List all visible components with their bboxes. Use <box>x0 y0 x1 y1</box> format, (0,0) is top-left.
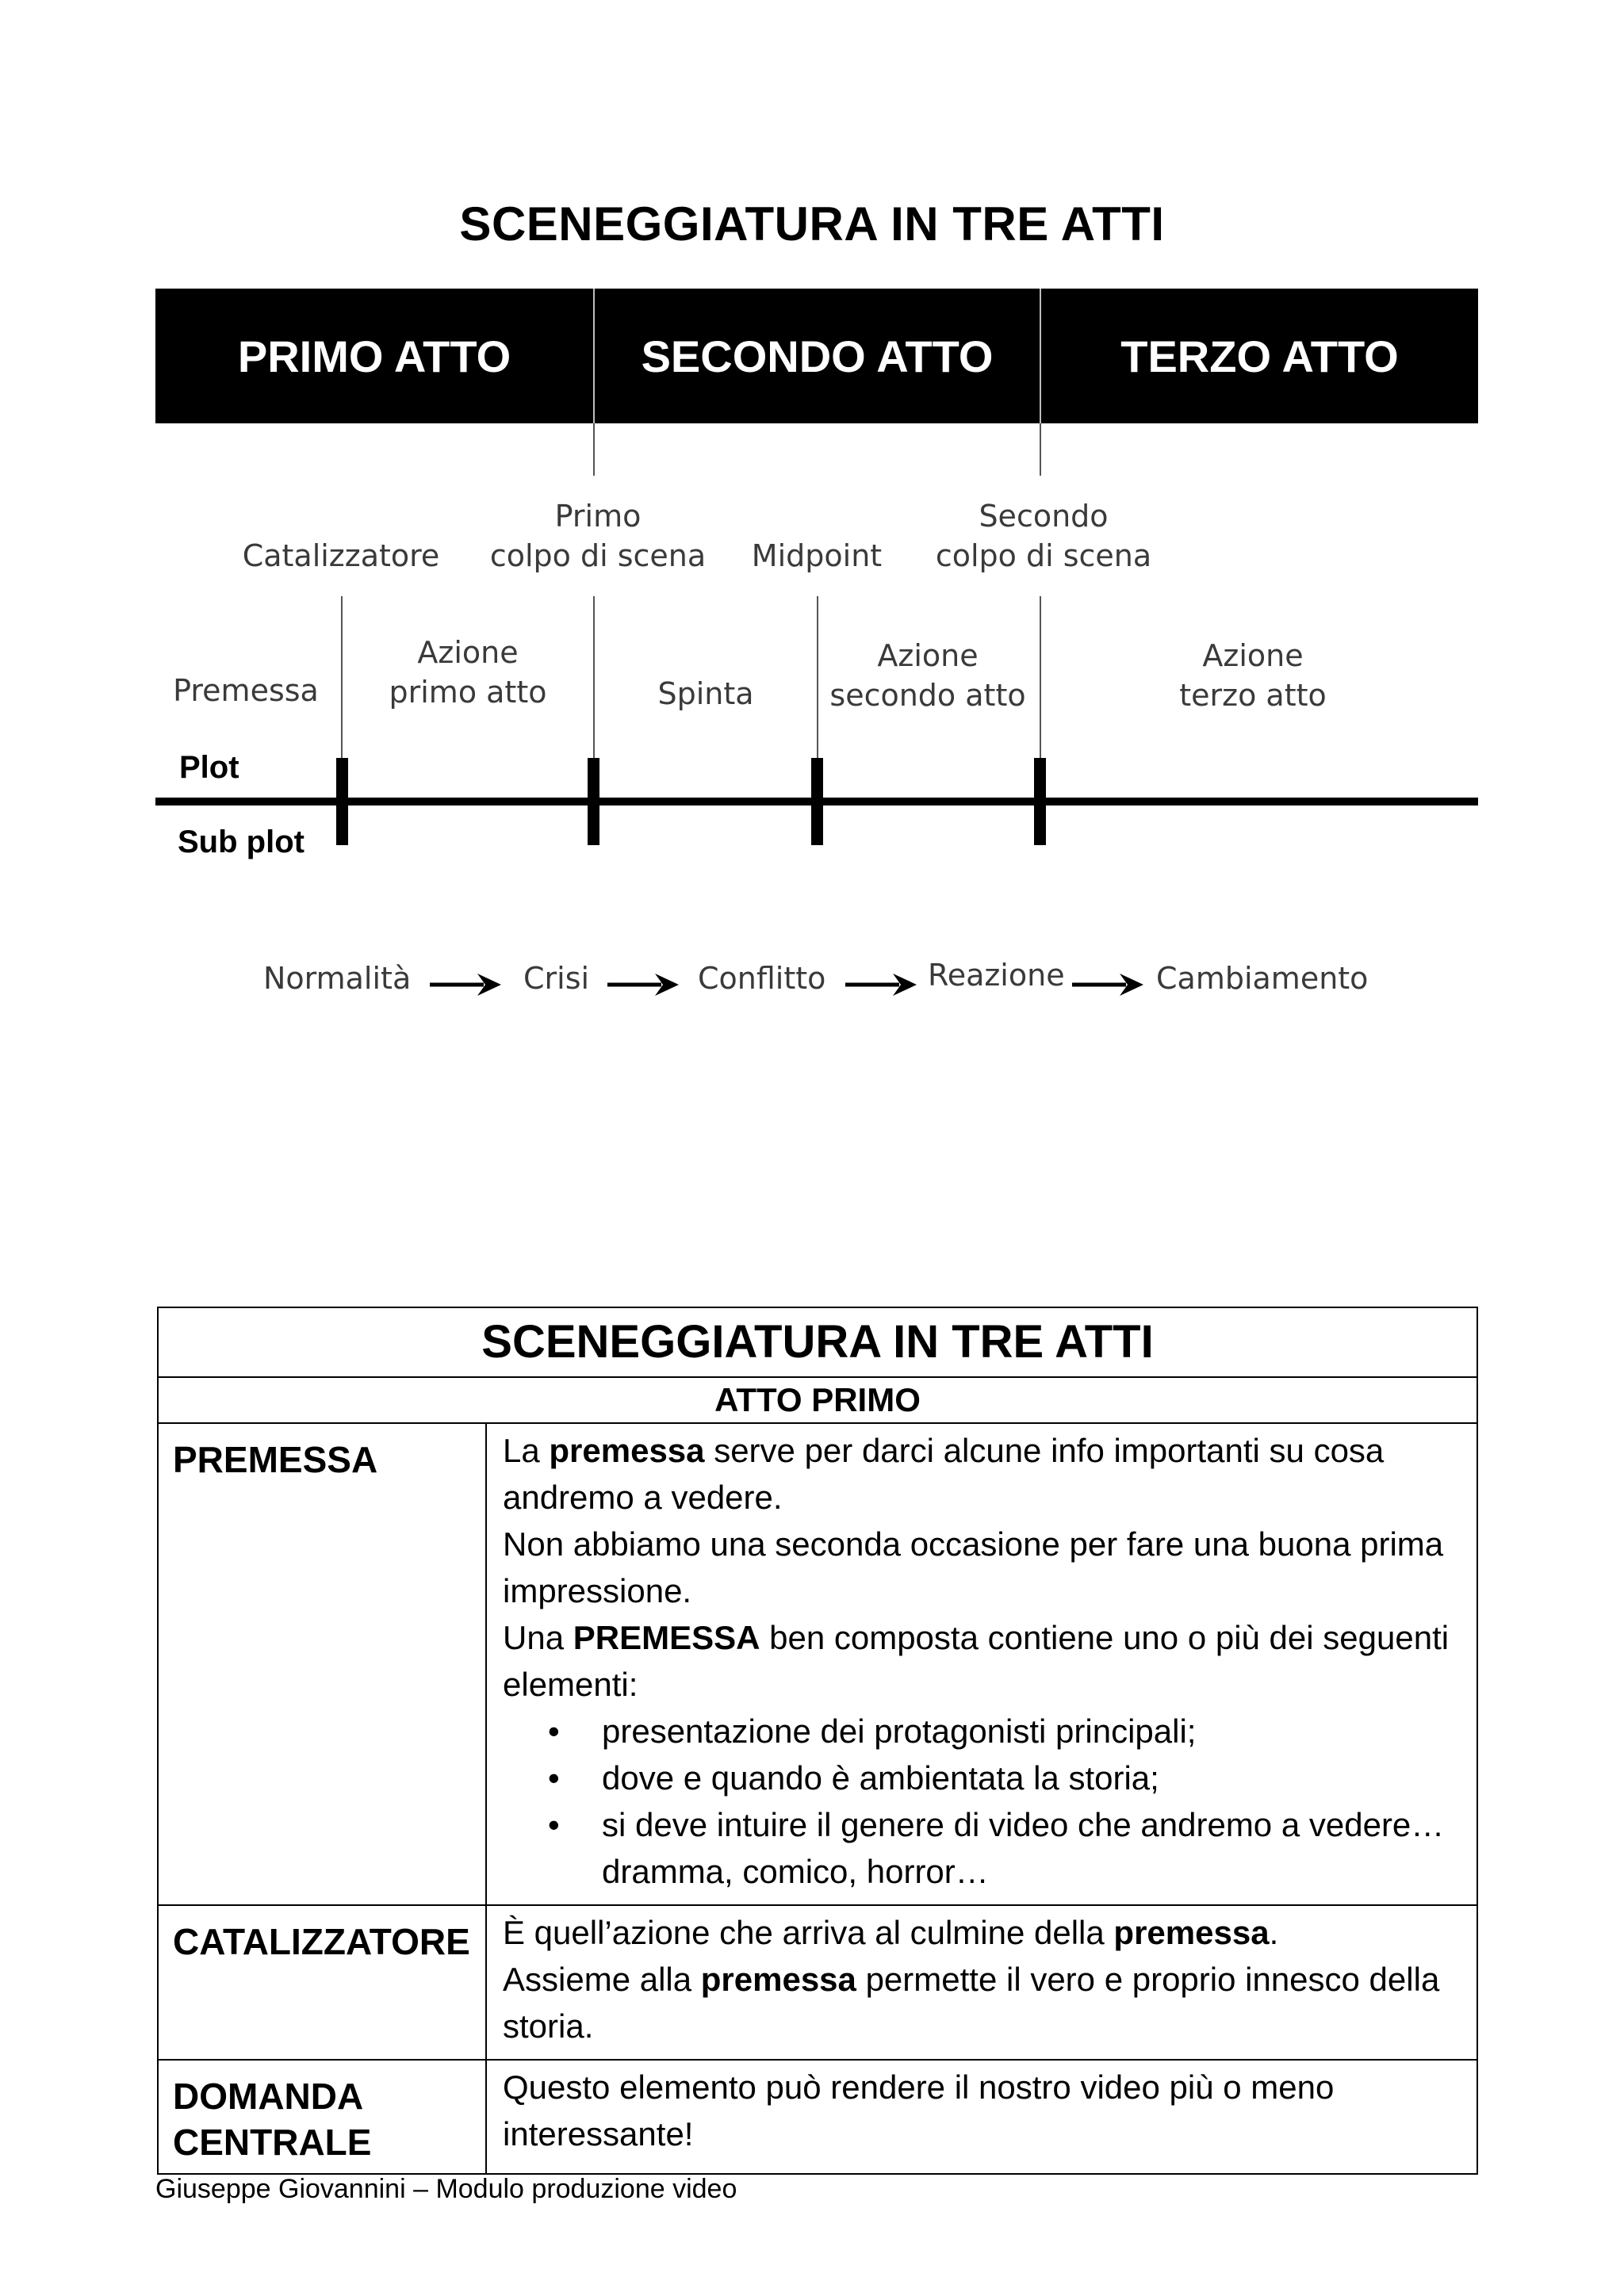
table-row <box>158 1905 1477 2060</box>
act-primo: PRIMO ATTO <box>237 331 511 381</box>
tick-primo-colpo <box>588 758 599 845</box>
table-row <box>158 2060 1477 2174</box>
label-catalizzatore: Catalizzatore <box>242 538 440 573</box>
marker-line-midpoint <box>817 596 818 763</box>
flow-crisi: Crisi <box>523 961 590 996</box>
table-title: SCENEGGIATURA IN TRE ATTI <box>158 1307 1477 1377</box>
segment-spinta: Spinta <box>657 676 754 711</box>
label-secondo-colpo-2: colpo di scena <box>935 538 1152 573</box>
act-terzo: TERZO ATTO <box>1040 289 1478 423</box>
flow-reazione: Reazione <box>928 958 1065 993</box>
label-secondo-colpo-1: Secondo <box>979 499 1109 534</box>
label-primo-colpo-1: Primo <box>554 499 642 534</box>
term-premessa: PREMESSA <box>158 1423 486 1905</box>
segment-premessa: Premessa <box>173 673 319 708</box>
subplot-label: Sub plot <box>178 825 304 859</box>
flow-conflitto: Conflitto <box>698 961 826 996</box>
table-subtitle: ATTO PRIMO <box>158 1377 1477 1423</box>
list-item: • si deve intuire il genere di video che andremo a vedere… dramma, comico, horror… <box>602 1801 1461 1895</box>
arrow-right-icon <box>607 969 680 1001</box>
act-divider-line-1 <box>593 423 595 476</box>
tick-midpoint <box>811 758 823 845</box>
desc-premessa: La premessa serve per darci alcune info importanti su cosa andremo a vedere. Non abbiamo una seconda occasione per fare una buona prima impressione. Una PREMESSA ben composta contiene uno o più dei seguenti elementi: • presentazione dei protagonisti principali; • dove e quando è ambientata la storia; • si deve intuire il genere di video che andremo a vedere… dramma, comico, horror… <box>486 1423 1477 1905</box>
page-title: SCENEGGIATURA IN TRE ATTI <box>459 197 1165 251</box>
arrow-right-icon <box>1072 969 1145 1001</box>
act-divider-line-2 <box>1040 423 1041 476</box>
label-midpoint: Midpoint <box>751 538 883 573</box>
flow-cambiamento: Cambiamento <box>1156 961 1369 996</box>
arrow-right-icon <box>430 969 503 1001</box>
atto-primo-table <box>157 1307 1478 2175</box>
table-row <box>158 1423 1477 1905</box>
label-primo-colpo-2: colpo di scena <box>489 538 707 573</box>
tick-secondo-colpo <box>1034 758 1046 845</box>
flow-normalita: Normalità <box>263 961 412 996</box>
story-flow <box>0 958 1624 1008</box>
term-domanda-centrale: DOMANDA CENTRALE <box>158 2060 486 2174</box>
segment-azione-secondo-2: secondo atto <box>829 678 1026 713</box>
segment-azione-terzo-2: terzo atto <box>1179 678 1327 713</box>
segment-azione-terzo-1: Azione <box>1202 638 1304 673</box>
marker-line-catalizzatore <box>341 596 343 763</box>
marker-line-secondo-colpo <box>1040 596 1041 763</box>
segment-azione-primo-1: Azione <box>417 635 519 670</box>
plot-label: Plot <box>179 750 239 785</box>
term-catalizzatore: CATALIZZATORE <box>158 1905 486 2060</box>
tick-catalizzatore <box>336 758 348 845</box>
segment-azione-secondo-1: Azione <box>877 638 979 673</box>
list-item: • presentazione dei protagonisti principali; <box>602 1708 1461 1755</box>
list-item: • dove e quando è ambientata la storia; <box>602 1755 1461 1801</box>
desc-domanda-centrale: Questo elemento può rendere il nostro video più o meno interessante! <box>486 2060 1477 2174</box>
arrow-right-icon <box>845 969 918 1001</box>
desc-catalizzatore: È quell’azione che arriva al culmine della premessa. Assieme alla premessa permette il vero e proprio innesco della storia. <box>486 1905 1477 2060</box>
premessa-bullet-list <box>503 1708 1461 1895</box>
marker-line-primo-colpo <box>593 596 595 763</box>
act-secondo: SECONDO ATTO <box>593 289 1040 423</box>
acts-bar <box>155 289 1478 423</box>
segment-azione-primo-2: primo atto <box>389 675 547 710</box>
footer-credit: Giuseppe Giovannini – Modulo produzione video <box>155 2174 737 2204</box>
